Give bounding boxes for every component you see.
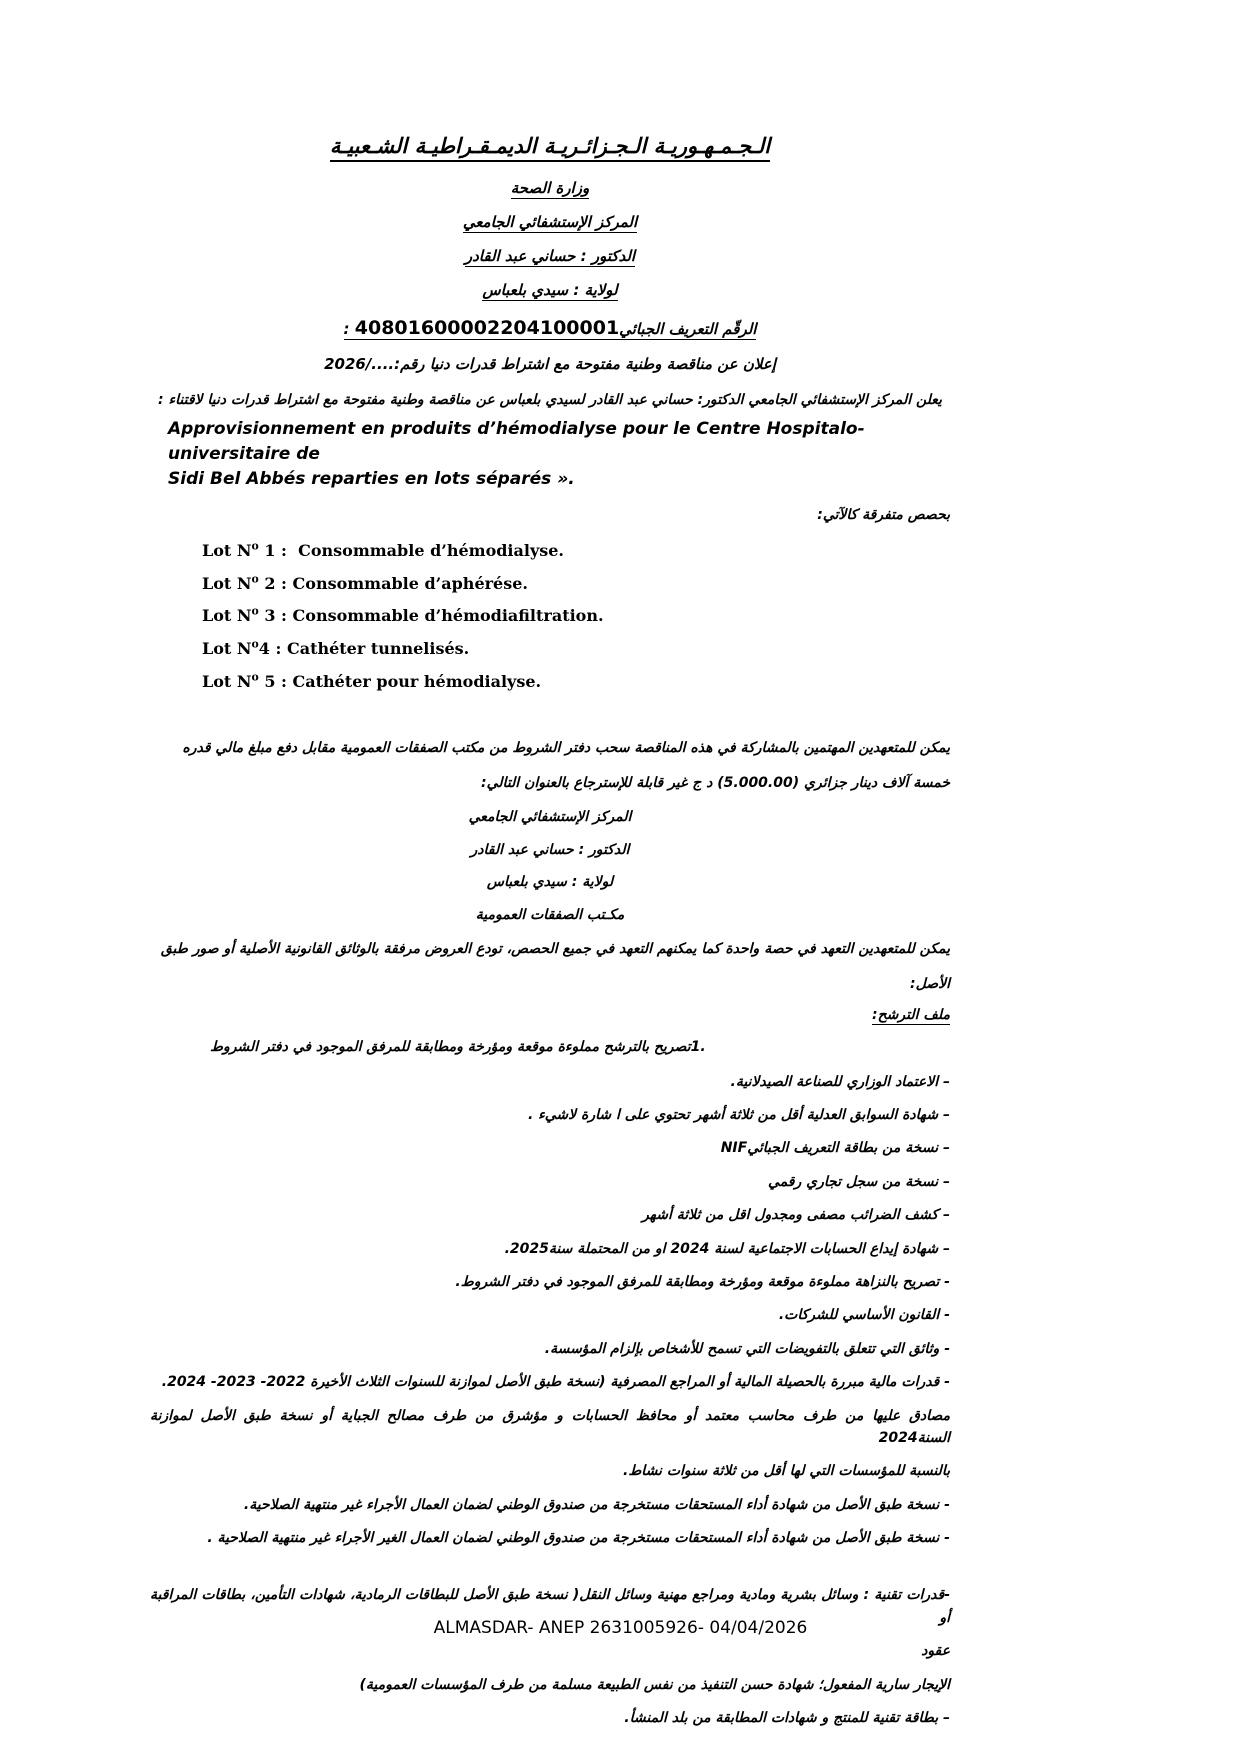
french-object-title	[150, 417, 950, 491]
repartition-note: بحصص متفرقة كالآتي:	[817, 507, 950, 524]
header-republic	[150, 130, 950, 163]
header-director-text: الدكتور : حساني عبد القادر	[464, 247, 636, 266]
lot-4-label: Lot N	[202, 639, 252, 659]
fee-prefix: خمسة آلاف دينار جزائري (	[792, 774, 950, 791]
lot-item-4	[202, 637, 950, 659]
address-line-3: لولاية : سيدي بلعباس	[486, 874, 614, 891]
lot-3-rest: 3 : Consommable d’hémodiafiltration.	[258, 606, 604, 626]
header-director	[150, 245, 950, 268]
candidacy-numbered-item	[150, 1037, 950, 1059]
lot-2-rest: 2 : Consommable d’aphérése.	[258, 573, 528, 593]
fee-amount: 5.000.00	[723, 774, 793, 791]
candidacy-item-10: - قدرات مالية مبررة بالحصيلة المالية أو المراجع المصرفية (نسخة طبق الأصل لموازنة للسنوات الثلاث الأخيرة 2022- 2023- 2024.	[161, 1374, 950, 1391]
candidacy-item-11: مصادق عليها من طرف محاسب معتمد أو محافظ الحسابات و مؤشرق من طرف مصالح الجباية أو نسخة طبق الأصل لموازنة السنة2024	[150, 1407, 950, 1446]
candidacy-item-7: - تصريح بالنزاهة مملوءة موقعة ومؤرخة ومطابقة للمرفق الموجود في دفتر الشروط.	[455, 1273, 950, 1290]
header-institution-text: المركز الإستشفائي الجامعي	[462, 212, 638, 231]
lot-2-sup: o	[251, 572, 259, 586]
lot-item-5	[202, 670, 950, 692]
lot-3-sup: o	[251, 605, 259, 619]
technical-item-1: -قدرات تقنية : وسائل بشرية ومادية ومراجع مهنية وسائل النقل( نسخة طبق الأصل للبطاقات الرمادية، شهادات التأمين، بطاقات المراقبة أو	[150, 1587, 950, 1626]
candidacy-item-3: – نسخة من بطاقة التعريف الجبائيNIF	[720, 1140, 950, 1157]
lot-item-1	[202, 539, 950, 560]
french-title-line-2: Sidi Bel Abbés reparties en lots séparés ».	[168, 468, 575, 489]
header-ministry	[150, 177, 950, 200]
address-line-2: الدكتور : حساني عبد القادر	[470, 841, 630, 858]
address-line-4: مكـتب الصفقات العمومية	[475, 907, 625, 924]
intro-paragraph: يعلن المركز الإستشفائي الجامعي الدكتور: حساني عبد القادر لسيدي بلعباس عن مناقصة وطنية مفتوحة مع اشتراط قدرات دنيا لاقتناء :	[158, 392, 942, 409]
candidacy-numbered-index: .1	[690, 1038, 706, 1055]
lots-list	[150, 539, 950, 692]
candidacy-numbered-text: تصريح بالترشح مملوءة موقعة ومؤرخة ومطابقة للمرفق الموجود في دفتر الشروط	[210, 1038, 691, 1055]
candidacy-item-12: بالنسبة للمؤسسات التي لها أقل من ثلاثة سنوات نشاط.	[623, 1463, 950, 1480]
submission-paragraph-cont: الأصل:	[910, 975, 950, 992]
candidacy-item-9: - وثائق التي تتعلق بالتفويضات التي تسمح للأشخاص بإلزام المؤسسة.	[544, 1340, 950, 1357]
lot-5-rest: 5 : Cathéter pour hémodialyse.	[258, 672, 542, 692]
candidacy-item-5: – كشف الضرائب مصفى ومجدول اقل من ثلاثة أشهر	[642, 1207, 950, 1224]
header-wilaya-text: لولاية : سيدي بلعباس	[482, 281, 618, 300]
fee-suffix: ) د ج غير قابلة للإسترجاع بالعنوان التالي:	[481, 774, 724, 791]
page-footer: ALMASDAR- ANEP 2631005926- 04/04/2026	[433, 1618, 808, 1638]
section-gap	[150, 1560, 950, 1584]
header-republic-text: الـجـمـهـوريـة الـجـزائـريـة الديمـقـراطيـة الشـعبيـة	[330, 134, 770, 162]
announcement-line: إعلان عن مناقصة وطنية مفتوحة مع اشتراط قدرات دنيا رقم:..../2026	[324, 354, 776, 373]
withdrawal-fee-line	[150, 772, 950, 795]
submission-paragraph: يمكن للمتعهدين التعهد في حصة واحدة كما يمكنهم التعهد في جميع الحصص، تودع العروض مرفقة بالوثائق القانونية الأصلية أو صور طبق	[160, 940, 950, 957]
header-wilaya	[150, 279, 950, 302]
lot-3-label: Lot N	[202, 606, 252, 626]
lot-4-rest: 4 : Cathéter tunnelisés.	[258, 639, 470, 659]
lot-item-3	[202, 605, 950, 626]
document-body	[150, 130, 950, 1740]
candidacy-section-title	[150, 1005, 950, 1027]
lot-1-label: Lot N	[202, 540, 252, 560]
lot-item-2	[202, 572, 950, 593]
candidacy-item-6: – شهادة إيداع الحسابات الاجتماعية لسنة 2024 او من المحتملة سنة2025.	[504, 1240, 950, 1257]
header-tax-id	[150, 314, 950, 343]
tax-id-colon: :	[343, 319, 355, 338]
lot-4-sup: o	[251, 637, 259, 651]
technical-item-3: الإيجار سارية المفعول؛ شهادة حسن التنفيذ من نفس الطبيعة مسلمة من طرف المؤسسات العمومية)	[359, 1676, 950, 1693]
address-line-1: المركز الإستشفائي الجامعي	[468, 809, 632, 826]
french-title-line-1: Approvisionnement en produits d’hémodialyse pour le Centre Hospitalo-universitaire de	[168, 419, 865, 464]
candidacy-item-1: – الاعتماد الوزاري للصناعة الصيدلانية.	[730, 1073, 950, 1090]
header-institution	[150, 211, 950, 234]
candidacy-item-4: – نسخة من سجل تجاري رقمي	[768, 1173, 950, 1190]
tax-id-label: الرقّم التعريف الجبائي	[619, 319, 757, 338]
lot-1-rest: 1 : Consommable d’hémodialyse.	[258, 540, 564, 560]
lot-1-sup: o	[251, 539, 259, 553]
technical-item-2: عقود	[921, 1643, 950, 1660]
header-ministry-text: وزارة الصحة	[510, 178, 590, 197]
lot-2-label: Lot N	[202, 573, 252, 593]
withdrawal-paragraph-1: يمكن للمتعهدين المهتمين بالمشاركة في هذه المناقصة سحب دفتر الشروط من مكتب الصفقات العمومية مقابل دفع مبلغ مالي قدره	[182, 739, 950, 756]
candidacy-item-8: - القانون الأساسي للشركات.	[778, 1307, 950, 1324]
candidacy-item-2: – شهادة السوابق العدلية أقل من ثلاثة أشهر تحتوي على ا شارة لاشيء .	[527, 1107, 950, 1124]
lot-5-sup: o	[251, 670, 259, 684]
lot-5-label: Lot N	[202, 672, 252, 692]
candidacy-section-title-text: ملف الترشح:	[872, 1007, 950, 1024]
technical-item-4: – بطاقة تقنية للمنتج و شهادات المطابقة من بلد المنشأ.	[624, 1710, 950, 1727]
tax-id-value: 40801600002204100001	[354, 316, 620, 339]
candidacy-item-14: - نسخة طبق الأصل من شهادة أداء المستحقات مستخرجة من صندوق الوطني لضمان العمال الغير الأجراء غير منتهية الصلاحية .	[207, 1530, 950, 1547]
header-tax-id-inner	[343, 316, 757, 340]
candidacy-item-13: - نسخة طبق الأصل من شهادة أداء المستحقات مستخرجة من صندوق الوطني لضمان العمال الأجراء غير منتهية الصلاحية.	[243, 1496, 950, 1513]
